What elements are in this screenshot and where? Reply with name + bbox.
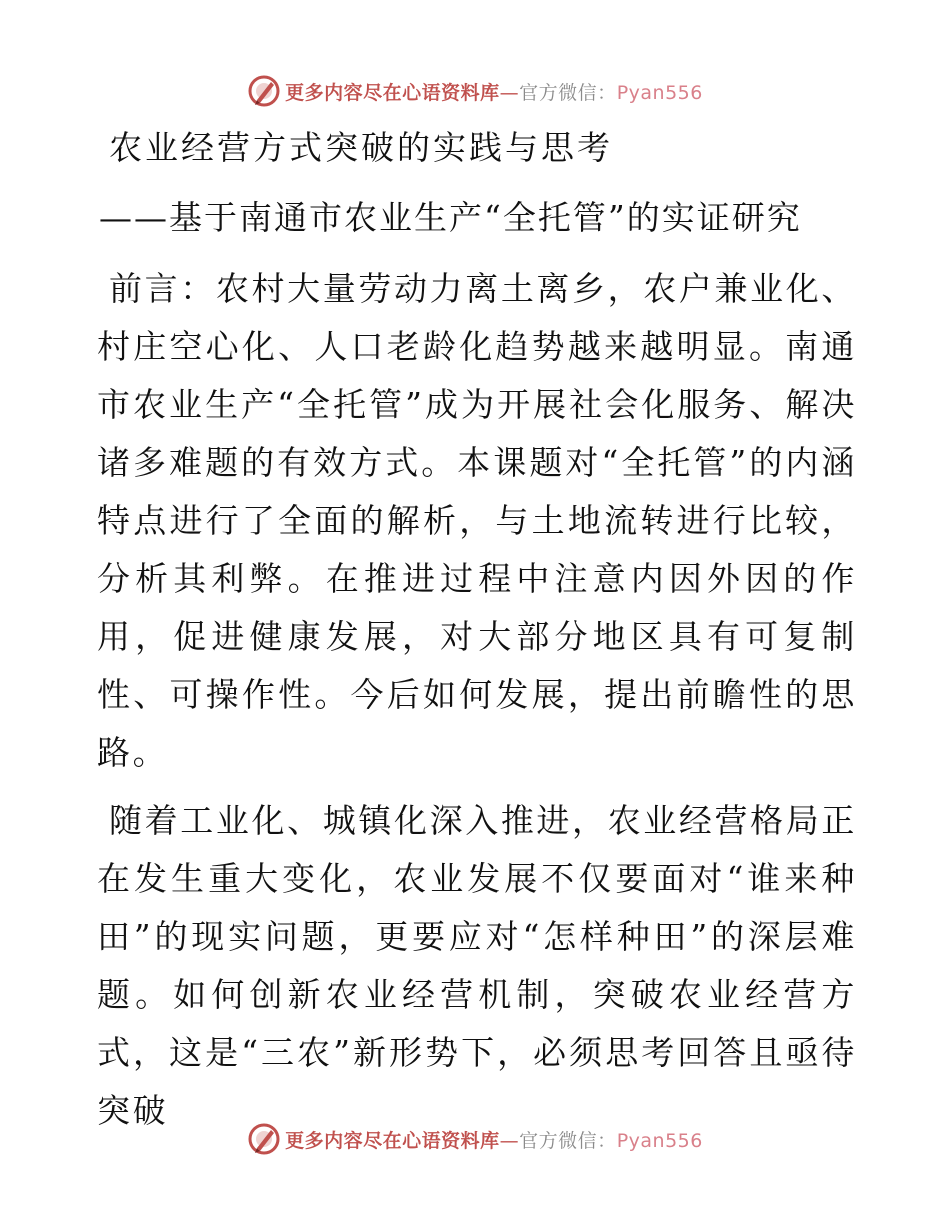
pen-logo-icon [247, 74, 281, 108]
document-title: 农业经营方式突破的实践与思考 [109, 128, 613, 167]
watermark-header [0, 74, 950, 108]
watermark-dash: — [499, 1129, 520, 1152]
watermark-text [285, 1126, 703, 1153]
paragraph-body: 随着工业化、城镇化深入推进，农业经营格局正在发生重大变化，农业发展不仅要面对“谁来种田”的现实问题，更要应对“怎样种田”的深层难题。如何创新农业经营机制，突破农业经营方式，这是“三农”新形势下，必须思考回答且亟待突破 [97, 801, 857, 1130]
watermark-footer [0, 1122, 950, 1156]
watermark-wechat-label: 官方微信： [519, 81, 617, 104]
paragraph-preface: 前言：农村大量劳动力离土离乡，农户兼业化、村庄空心化、人口老龄化趋势越来越明显。南通市农业生产“全托管”成为开展社会化服务、解决诸多难题的有效方式。本课题对“全托管”的内涵特点进行了全面的解析，与土地流转进行比较，分析其利弊。在推进过程中注意内因外因的作用，促进健康发展，对大部分地区具有可复制性、可操作性。今后如何发展，提出前瞻性的思路。 [97, 269, 857, 772]
watermark-brand: 更多内容尽在心语资料库 [285, 1129, 500, 1152]
watermark-wechat-id: Pyan556 [616, 81, 703, 104]
document-subtitle: ——基于南通市农业生产“全托管”的实证研究 [99, 198, 802, 237]
watermark-text [285, 78, 703, 105]
document-body [97, 122, 857, 1140]
watermark-wechat-id: Pyan556 [616, 1129, 703, 1152]
watermark-brand: 更多内容尽在心语资料库 [285, 81, 500, 104]
watermark-dash: — [499, 81, 520, 104]
watermark-wechat-label: 官方微信： [519, 1129, 617, 1152]
pen-logo-icon [247, 1122, 281, 1156]
